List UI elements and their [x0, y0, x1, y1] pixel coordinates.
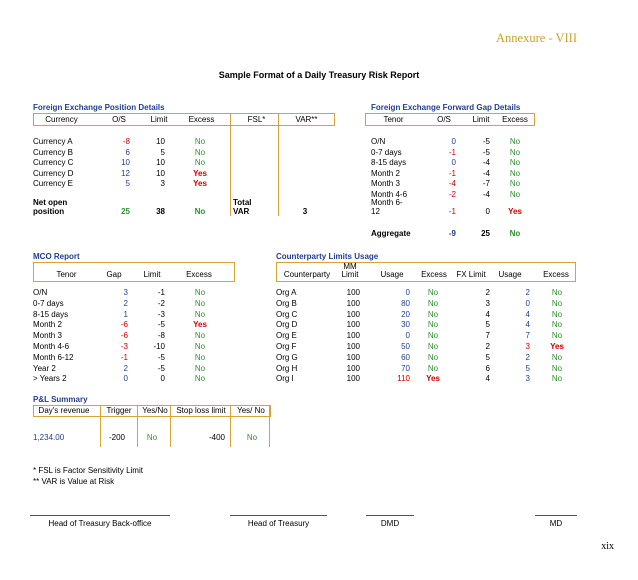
- counterparty-name: Org B: [276, 298, 297, 308]
- col-counterparty: Counterparty: [283, 270, 331, 279]
- footnote-fsl: * FSL is Factor Sensitivity Limit: [33, 466, 143, 475]
- gap-tenor: 8-15 days: [371, 158, 407, 167]
- counterparty-fx-limit: 4: [485, 309, 490, 319]
- mco-limit: -5: [157, 352, 165, 362]
- col-gap: Gap: [106, 270, 122, 279]
- pl-trigger: -200: [108, 433, 125, 442]
- counterparty-mm-limit: 100: [346, 288, 360, 297]
- counterparty-fx-limit: 4: [485, 374, 490, 384]
- col-excess: Excess: [421, 270, 447, 279]
- col-excess: Excess: [188, 115, 215, 124]
- col-os: O/S: [112, 115, 126, 124]
- pl-header: [33, 405, 271, 417]
- counterparty-mm-limit: 100: [346, 298, 360, 308]
- mco-excess: No: [194, 309, 206, 319]
- net-open-label: Net open: [33, 198, 68, 207]
- counterparty-fx-excess: No: [551, 298, 563, 308]
- mco-tenor: 0-7 days: [33, 298, 64, 308]
- mco-tenor: Month 3: [33, 331, 62, 341]
- mco-limit: -10: [153, 342, 165, 351]
- currency-excess: Yes: [193, 179, 207, 188]
- counterparty-fx-limit: 5: [485, 352, 490, 362]
- counterparty-fx-excess: No: [551, 309, 563, 319]
- counterparty-usage: 60: [401, 352, 410, 362]
- mco-tenor: Month 2: [33, 320, 62, 330]
- counterparty-name: Org A: [276, 288, 297, 297]
- gap-limit: -4: [482, 168, 490, 178]
- var-label: VAR: [233, 207, 250, 216]
- counterparty-fx-limit: 7: [485, 331, 490, 341]
- col-fsl: FSL*: [247, 115, 266, 124]
- counterparty-excess: No: [427, 298, 439, 308]
- counterparty-fx-excess: Yes: [550, 342, 564, 351]
- counterparty-usage: 50: [401, 342, 410, 351]
- signature-dmd: DMD: [380, 519, 400, 528]
- gap-os: -1: [448, 168, 456, 178]
- gap-os: -1: [448, 147, 456, 157]
- gap-os: -2: [448, 189, 456, 199]
- net-excess: No: [194, 207, 206, 216]
- counterparty-fx-usage: 3: [525, 374, 530, 384]
- counterparty-fx-limit: 6: [485, 363, 490, 373]
- col-trigger: Trigger: [106, 406, 132, 415]
- currency-os: 5: [125, 179, 130, 188]
- total-var-label: Total: [233, 198, 252, 207]
- currency-os: 12: [121, 168, 130, 178]
- gap-limit: -4: [482, 189, 490, 199]
- currency-excess: No: [194, 137, 206, 146]
- col-os: O/S: [437, 115, 451, 124]
- fx-position-divider: [230, 113, 231, 216]
- counterparty-usage: 70: [401, 363, 410, 373]
- gap-tenor: O/N: [371, 137, 386, 146]
- mco-limit: -3: [157, 309, 165, 319]
- counterparty-mm-limit: 100: [346, 331, 360, 341]
- currency-excess: No: [194, 158, 206, 167]
- counterparty-name: Org D: [276, 320, 298, 330]
- mco-excess: No: [194, 374, 206, 384]
- col-usage: Usage: [380, 270, 404, 279]
- footnote-var: ** VAR is Value at Risk: [33, 477, 115, 486]
- pl-heading: P&L Summary: [33, 395, 88, 404]
- signature-line: [366, 515, 414, 516]
- gap-limit: -7: [482, 179, 490, 188]
- mco-limit: 0: [160, 374, 165, 384]
- mco-gap: 0: [123, 374, 128, 384]
- currency-limit: 10: [156, 168, 165, 178]
- aggregate-excess: No: [509, 229, 521, 238]
- fx-position-header: [33, 113, 335, 126]
- counterparty-name: Org I: [276, 374, 294, 384]
- gap-os: 0: [451, 137, 456, 146]
- gap-row7-tenor-2: 12: [371, 207, 380, 216]
- counterparty-name: Org E: [276, 331, 297, 341]
- gap-limit: -4: [482, 158, 490, 167]
- counterparty-usage: 110: [397, 374, 410, 384]
- currency-excess: No: [194, 147, 206, 157]
- mco-gap: 3: [123, 288, 128, 297]
- gap-tenor: Month 4-6: [371, 189, 408, 199]
- pl-revenue: 1,234.00: [33, 433, 65, 442]
- counterparty-usage: 30: [401, 320, 410, 330]
- gap-excess: No: [509, 168, 521, 178]
- gap-row7-limit: 0: [485, 207, 490, 216]
- gap-os: -4: [448, 179, 456, 188]
- mco-header: [33, 262, 235, 282]
- mco-limit: -5: [157, 363, 165, 373]
- net-limit: 38: [156, 207, 165, 216]
- counterparty-fx-excess: No: [551, 363, 563, 373]
- col-limit: Limit: [472, 115, 490, 124]
- currency-excess: Yes: [193, 168, 207, 178]
- currency-os: -8: [122, 137, 130, 146]
- annexure-label: Annexure - VIII: [496, 31, 577, 45]
- pl-stop-loss: -400: [208, 433, 225, 442]
- mco-gap: 1: [123, 309, 128, 319]
- gap-limit: -5: [482, 147, 490, 157]
- counterparty-fx-excess: No: [551, 288, 563, 297]
- mco-heading: MCO Report: [33, 252, 80, 261]
- gap-row7-tenor: Month 6-: [371, 198, 403, 207]
- gap-tenor: 0-7 days: [371, 147, 402, 157]
- mco-gap: 2: [123, 363, 128, 373]
- counterparty-excess: No: [427, 352, 439, 362]
- currency-limit: 10: [156, 158, 165, 167]
- gap-excess: No: [509, 189, 521, 199]
- gap-excess: No: [509, 137, 521, 146]
- gap-row7-os: -1: [448, 207, 456, 216]
- signature-line: [230, 515, 327, 516]
- counterparty-mm-limit: 100: [346, 363, 360, 373]
- fx-gap-heading: Foreign Exchange Forward Gap Details: [371, 103, 521, 112]
- counterparty-fx-usage: 2: [525, 352, 530, 362]
- col-stop-loss: Stop loss limit: [176, 406, 226, 415]
- currency-name: Currency D: [33, 168, 74, 178]
- mco-excess: Yes: [193, 320, 207, 330]
- mco-limit: -5: [157, 320, 165, 330]
- pl-divider: [269, 405, 270, 447]
- counterparty-name: Org H: [276, 363, 298, 373]
- counterparty-fx-excess: No: [551, 331, 563, 341]
- counterparty-excess: No: [427, 320, 439, 330]
- mco-tenor: Year 2: [33, 363, 56, 373]
- currency-os: 6: [125, 147, 130, 157]
- counterparty-excess: No: [427, 309, 439, 319]
- mco-tenor: Month 6-12: [33, 352, 74, 362]
- signature-line: [535, 515, 577, 516]
- counterparty-fx-usage: 4: [525, 320, 530, 330]
- pl-trigger-yn: No: [146, 433, 158, 442]
- fx-position-heading: Foreign Exchange Position Details: [33, 103, 165, 112]
- counterparty-fx-limit: 5: [485, 320, 490, 330]
- counterparty-excess: No: [427, 288, 439, 297]
- mco-gap: -3: [120, 342, 128, 351]
- aggregate-limit: 25: [481, 229, 490, 238]
- mco-excess: No: [194, 288, 206, 297]
- mco-tenor: 8-15 days: [33, 309, 69, 319]
- gap-tenor: Month 3: [371, 179, 400, 188]
- col-var: VAR**: [295, 115, 318, 124]
- counterparty-mm-limit: 100: [346, 374, 360, 384]
- counterparty-fx-excess: No: [551, 320, 563, 330]
- col-fx-limit: FX Limit: [456, 270, 486, 279]
- mco-excess: No: [194, 363, 206, 373]
- counterparty-mm-limit: 100: [346, 352, 360, 362]
- mco-limit: -2: [157, 298, 165, 308]
- col-mm-limit: Limit: [341, 270, 359, 279]
- col-limit: Limit: [143, 270, 161, 279]
- counterparty-excess: No: [427, 363, 439, 373]
- signature-head-treasury: Head of Treasury: [247, 519, 310, 528]
- total-var-value: 3: [302, 207, 308, 216]
- currency-limit: 5: [160, 147, 165, 157]
- gap-limit: -5: [482, 137, 490, 146]
- col-limit: Limit: [150, 115, 168, 124]
- currency-limit: 10: [156, 137, 165, 146]
- counterparty-name: Org F: [276, 342, 297, 351]
- mco-gap: -6: [120, 331, 128, 341]
- col-mm: MM: [343, 262, 357, 271]
- col-fx-excess: Excess: [543, 270, 569, 279]
- mco-gap: -1: [120, 352, 128, 362]
- currency-name: Currency E: [33, 179, 74, 188]
- gap-os: 0: [451, 158, 456, 167]
- col-currency: Currency: [45, 115, 78, 124]
- mco-gap: 2: [123, 298, 128, 308]
- counterparty-fx-usage: 5: [525, 363, 530, 373]
- counterparty-mm-limit: 100: [346, 342, 360, 351]
- mco-limit: -8: [157, 331, 165, 341]
- mco-tenor: Month 4-6: [33, 342, 70, 351]
- counterparty-name: Org G: [276, 352, 298, 362]
- currency-os: 10: [121, 158, 130, 167]
- gap-row7-excess: Yes: [508, 207, 522, 216]
- counterparty-fx-limit: 2: [485, 288, 490, 297]
- counterparty-fx-usage: 7: [525, 331, 530, 341]
- currency-name: Currency C: [33, 158, 74, 167]
- counterparty-heading: Counterparty Limits Usage: [276, 252, 379, 261]
- counterparty-excess: Yes: [426, 374, 440, 384]
- counterparty-fx-usage: 2: [525, 288, 530, 297]
- counterparty-usage: 80: [401, 298, 410, 308]
- currency-name: Currency B: [33, 147, 74, 157]
- net-position-label: position: [33, 207, 65, 216]
- counterparty-fx-usage: 4: [525, 309, 530, 319]
- fx-gap-header: [365, 113, 535, 126]
- col-tenor: Tenor: [383, 115, 404, 124]
- counterparty-usage: 0: [405, 288, 410, 297]
- page-number: xix: [601, 541, 614, 552]
- pl-divider: [170, 405, 171, 447]
- currency-limit: 3: [160, 179, 165, 188]
- col-excess: Excess: [186, 270, 212, 279]
- counterparty-fx-usage: 0: [525, 298, 530, 308]
- gap-excess: No: [509, 179, 521, 188]
- signature-md: MD: [549, 519, 563, 528]
- net-os: 25: [121, 207, 130, 216]
- fx-position-divider: [278, 113, 279, 216]
- col-days-revenue: Day's revenue: [38, 406, 90, 415]
- counterparty-excess: No: [427, 331, 439, 341]
- pl-divider: [230, 405, 231, 447]
- pl-stop-loss-yn: No: [246, 433, 258, 442]
- mco-limit: -1: [157, 288, 165, 297]
- counterparty-excess: No: [427, 342, 439, 351]
- gap-excess: No: [509, 147, 521, 157]
- gap-excess: No: [509, 158, 521, 167]
- col-excess: Excess: [502, 115, 528, 124]
- signature-line: [30, 515, 170, 516]
- col-yes-no-2: Yes/ No: [237, 406, 265, 415]
- mco-tenor: > Years 2: [33, 374, 67, 384]
- counterparty-usage: 20: [401, 309, 410, 319]
- gap-tenor: Month 2: [371, 168, 400, 178]
- aggregate-label: Aggregate: [371, 229, 411, 238]
- mco-excess: No: [194, 352, 206, 362]
- report-title: Sample Format of a Daily Treasury Risk Report: [218, 70, 420, 80]
- mco-excess: No: [194, 342, 206, 351]
- aggregate-os: -9: [448, 229, 456, 238]
- counterparty-header: [276, 262, 576, 282]
- mco-tenor: O/N: [33, 288, 48, 297]
- mco-gap: -6: [120, 320, 128, 330]
- counterparty-fx-limit: 3: [485, 298, 490, 308]
- counterparty-mm-limit: 100: [346, 320, 360, 330]
- currency-name: Currency A: [33, 137, 73, 146]
- counterparty-name: Org C: [276, 309, 298, 319]
- counterparty-mm-limit: 100: [346, 309, 360, 319]
- mco-excess: No: [194, 298, 206, 308]
- col-yes-no: Yes/No: [142, 406, 168, 415]
- counterparty-usage: 0: [405, 331, 410, 341]
- counterparty-fx-excess: No: [551, 352, 563, 362]
- mco-excess: No: [194, 331, 206, 341]
- signature-head-back-office: Head of Treasury Back-office: [48, 519, 152, 528]
- counterparty-fx-limit: 2: [485, 342, 490, 351]
- col-tenor: Tenor: [56, 270, 77, 279]
- col-fx-usage: Usage: [498, 270, 522, 279]
- counterparty-fx-usage: 3: [525, 342, 530, 351]
- counterparty-fx-excess: No: [551, 374, 563, 384]
